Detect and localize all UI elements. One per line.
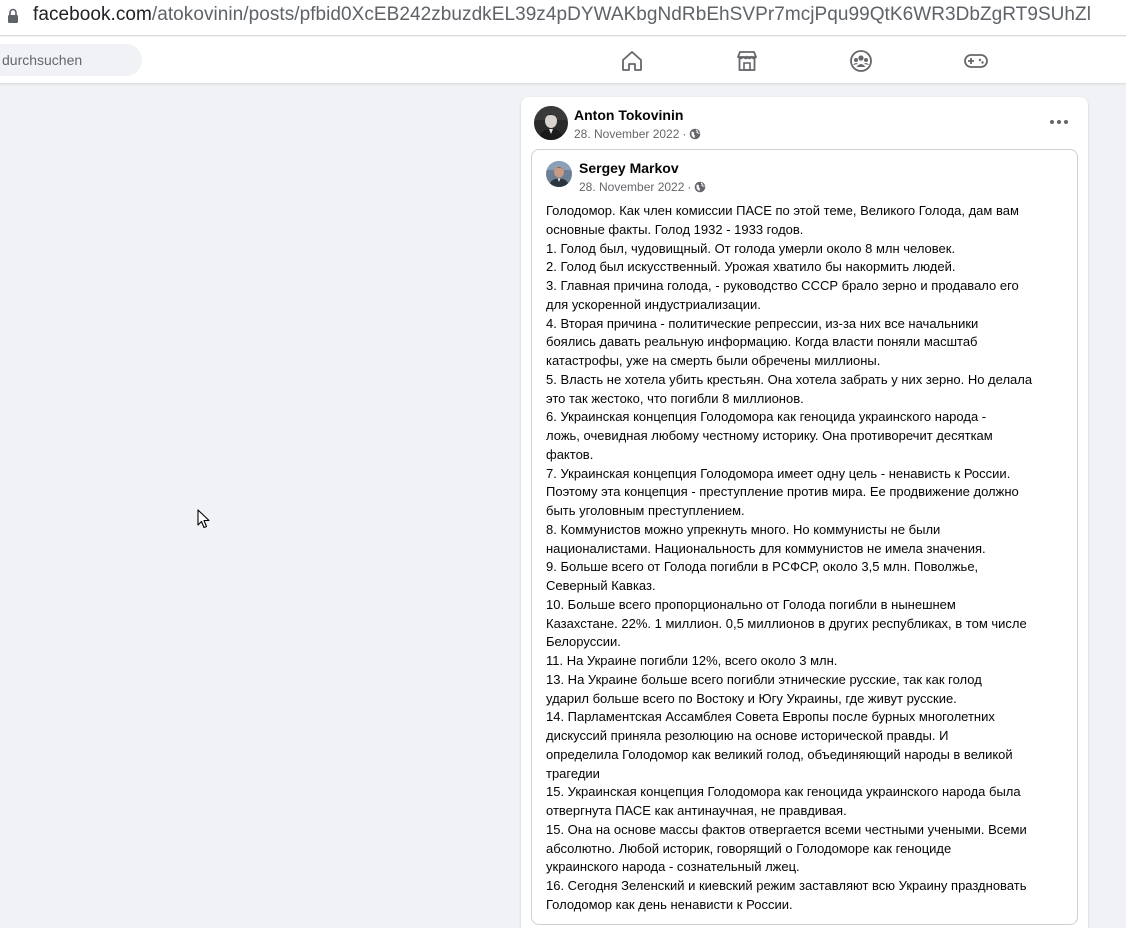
post-card: [521, 97, 1088, 928]
shared-post-date[interactable]: 28. November 2022: [579, 180, 685, 194]
more-options-icon[interactable]: [1047, 112, 1071, 132]
post-text-line: абсолютно. Любой историк, говорящий о Голодоморе как геноциде: [546, 840, 952, 856]
post-text-line: 1. Голод был, чудовищный. От голода умерли около 8 млн человек.: [546, 240, 956, 256]
browser-address-bar[interactable]: [0, 0, 1126, 36]
post-text-line: Поэтому эта концепция - преступление против мира. Ее продвижение должно: [546, 484, 1019, 500]
post-text-line: фактов.: [546, 446, 594, 462]
post-text-line: 13. На Украине больше всего погибли этнические русские, так как голод: [546, 671, 982, 687]
shared-post-text: [546, 202, 1071, 915]
post-text-line: 15. Украинская концепция Голодомора как геноцида украинского народа была: [546, 784, 1021, 800]
post-text-line: 15. Она на основе массы фактов отвергается всеми честными учеными. Всеми: [546, 821, 1027, 837]
globe-icon: [689, 128, 701, 140]
shared-post-meta: [579, 180, 706, 194]
post-meta: [574, 127, 701, 141]
post-text-line: это так жестоко, что погибли 8 миллионов.: [546, 390, 804, 406]
globe-icon: [694, 181, 706, 193]
post-text-line: 9. Больше всего от Голода погибли в РСФСР, около 3,5 млн. Поволжье,: [546, 559, 979, 575]
post-text-line: основные факты. Голод 1932 - 1933 годов.: [546, 221, 804, 237]
post-text-line: дискуссий приняла резолюцию на основе исторической правды. И: [546, 728, 949, 743]
post-text-line: 3. Главная причина голода, - руководство СССР брало зерно и продавало его: [546, 278, 1019, 293]
author-avatar-image: [534, 106, 568, 140]
post-text-line: боялись давать реальную информацию. Когда власти поняли масштаб: [546, 334, 978, 350]
gaming-icon[interactable]: [963, 48, 989, 74]
shared-author-name[interactable]: Sergey Markov: [579, 160, 679, 176]
post-text-line: ударил больше всего по Востоку и Югу Украины, где живут русские.: [546, 690, 957, 706]
meta-separator: ·: [687, 180, 692, 194]
search-placeholder: durchsuchen: [2, 52, 83, 68]
post-text-line: Белоруссии.: [546, 634, 621, 650]
post-text-line: 8. Коммунистов можно упрекнуть много. Но коммунисты не были: [546, 521, 941, 537]
post-text-line: 11. На Украине погибли 12%, всего около 3 млн.: [546, 653, 838, 668]
marketplace-icon[interactable]: [734, 48, 760, 74]
url-host: facebook.com: [33, 4, 152, 25]
post-text-line: ложь, очевидная любому честному историку. Она противоречит десяткам: [546, 428, 993, 443]
shared-author-avatar[interactable]: [546, 161, 572, 187]
post-text-line: 2. Голод был искусственный. Урожая хватило бы накормить людей.: [546, 259, 956, 275]
post-text-line: 14. Парламентская Ассамблея Совета Европы после бурных многолетних: [546, 709, 995, 725]
post-text-line: 4. Вторая причина - политические репрессии, из-за них все начальники: [546, 315, 979, 331]
post-text-line: украинского народа - сознательный лжец.: [546, 859, 800, 875]
facebook-top-nav: [0, 37, 1126, 84]
lock-icon: [7, 8, 19, 24]
url-path: /atokovinin/posts/pfbid0XcEB242zbuzdkEL39z4pDYWAKbgNdRbEhSVPr7mcjPqu99QtK6WR3DbZgRT9SUhZl: [151, 4, 1091, 25]
mouse-cursor-icon: [197, 509, 211, 529]
post-text-line: Голодомор. Как член комиссии ПАСЕ по этой теме, Великого Голода, дам вам: [546, 203, 1019, 218]
post-text-line: Голодомор как день ненависти к России.: [546, 896, 793, 912]
meta-separator: ·: [682, 127, 687, 141]
post-text-line: Казахстане. 22%. 1 миллион. 0,5 миллионов в других республиках, в том числе: [546, 615, 1027, 631]
author-avatar[interactable]: [534, 106, 568, 140]
url-text[interactable]: [33, 3, 1091, 27]
post-text-line: отвергнута ПАСЕ как антинаучная, не правдивая.: [546, 803, 847, 818]
search-box[interactable]: [0, 44, 142, 76]
post-author-name[interactable]: Anton Tokovinin: [574, 107, 684, 123]
shared-post[interactable]: [531, 149, 1078, 925]
post-text-line: 16. Сегодня Зеленский и киевский режим заставляют всю Украину праздновать: [546, 878, 1027, 893]
post-text-line: трагедии: [546, 765, 600, 781]
post-text-line: быть уголовным преступлением.: [546, 503, 745, 518]
post-text-line: Северный Кавказ.: [546, 578, 656, 593]
post-text-line: 6. Украинская концепция Голодомора как геноцида украинского народа -: [546, 409, 987, 425]
post-text-line: 10. Больше всего пропорционально от Голода погибли в нынешнем: [546, 596, 956, 612]
post-text-line: 5. Власть не хотела убить крестьян. Она хотела забрать у них зерно. Но делала: [546, 371, 1033, 387]
shared-author-avatar-image: [546, 161, 572, 187]
post-text-line: определила Голодомор как великий голод, объединяющий народы в великой: [546, 746, 1013, 762]
groups-icon[interactable]: [848, 48, 874, 74]
post-date[interactable]: 28. November 2022: [574, 127, 680, 141]
home-icon[interactable]: [619, 48, 645, 74]
post-text-line: для ускоренной индустриализации.: [546, 296, 761, 312]
post-text-line: катастрофы, уже на смерть были обречены миллионы.: [546, 353, 881, 368]
post-text-line: 7. Украинская концепция Голодомора имеет одну цель - ненависть к России.: [546, 465, 1011, 481]
post-text-line: националистами. Национальность для коммунистов не имела значения.: [546, 540, 986, 556]
